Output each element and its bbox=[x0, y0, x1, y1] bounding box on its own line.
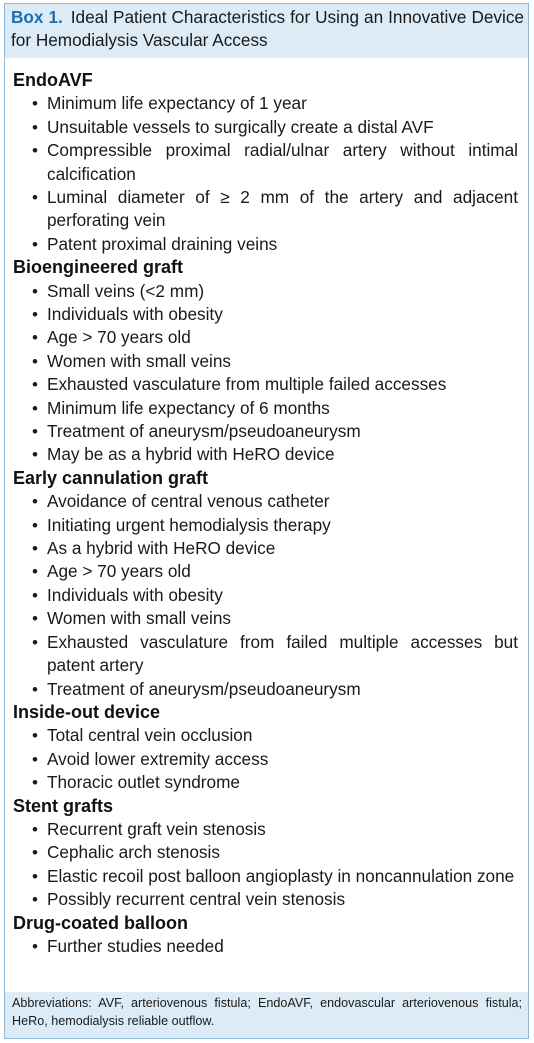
list-item bbox=[13, 678, 520, 701]
list-item-text: Total central vein occlusion bbox=[47, 725, 253, 746]
bullet-icon: • bbox=[32, 819, 38, 839]
list-item bbox=[13, 748, 520, 771]
list-item bbox=[13, 584, 520, 607]
list-item-text: Cephalic arch stenosis bbox=[47, 842, 220, 863]
bullet-icon: • bbox=[32, 445, 38, 465]
bullet-icon: • bbox=[32, 843, 38, 863]
list-item-text: Treatment of aneurysm/pseudoaneurysm bbox=[47, 421, 361, 442]
bullet-icon: • bbox=[32, 890, 38, 910]
list-item bbox=[13, 514, 520, 537]
bullet-icon: • bbox=[32, 936, 38, 956]
list-item-text: Small veins (<2 mm) bbox=[47, 280, 205, 301]
list-item bbox=[13, 397, 520, 420]
bullet-icon: • bbox=[32, 632, 38, 652]
list-item-text: Individuals with obesity bbox=[47, 304, 223, 325]
list-item-text: Recurrent graft vein stenosis bbox=[47, 818, 266, 839]
box-label: Box 1. bbox=[11, 7, 63, 27]
list-item bbox=[13, 607, 520, 630]
section bbox=[13, 69, 520, 256]
list-item-text: Treatment of aneurysm/pseudoaneurysm bbox=[47, 678, 361, 699]
bullet-icon: • bbox=[32, 679, 38, 699]
list-item bbox=[13, 116, 520, 139]
list-item bbox=[13, 490, 520, 513]
list-item-text: May be as a hybrid with HeRO device bbox=[47, 444, 335, 465]
bullet-icon: • bbox=[32, 515, 38, 535]
section-heading: Stent grafts bbox=[13, 795, 114, 816]
section-item-list bbox=[13, 490, 520, 701]
list-item bbox=[13, 92, 520, 115]
bullet-icon: • bbox=[32, 773, 38, 793]
list-item-text: Age > 70 years old bbox=[47, 561, 191, 582]
bullet-icon: • bbox=[32, 422, 38, 442]
list-item-text: Exhausted vasculature from multiple failed accesses bbox=[47, 374, 447, 395]
section bbox=[13, 701, 520, 795]
list-item bbox=[13, 233, 520, 256]
section-heading: Inside-out device bbox=[13, 701, 161, 722]
bullet-icon: • bbox=[32, 562, 38, 582]
section bbox=[13, 467, 520, 701]
list-item-text: Avoidance of central venous catheter bbox=[47, 491, 330, 512]
bullet-icon: • bbox=[32, 375, 38, 395]
list-item bbox=[13, 724, 520, 747]
list-item bbox=[13, 841, 520, 864]
box-body bbox=[5, 58, 528, 958]
list-item-text: Individuals with obesity bbox=[47, 584, 223, 605]
list-item bbox=[13, 186, 520, 233]
list-item-text: Exhausted vasculature from failed multiple accesses but patent artery bbox=[47, 631, 518, 676]
list-item-text: Patent proximal draining veins bbox=[47, 233, 278, 254]
list-item-text: Avoid lower extremity access bbox=[47, 748, 269, 769]
list-item bbox=[13, 537, 520, 560]
list-item-text: As a hybrid with HeRO device bbox=[47, 538, 276, 559]
list-item bbox=[13, 865, 520, 888]
list-item bbox=[13, 443, 520, 466]
list-item-text: Compressible proximal radial/ulnar artery without intimal calcification bbox=[47, 140, 518, 184]
bullet-icon: • bbox=[32, 188, 38, 208]
section-item-list bbox=[13, 935, 520, 958]
section-item-list bbox=[13, 280, 520, 467]
bullet-icon: • bbox=[32, 866, 38, 886]
bullet-icon: • bbox=[32, 492, 38, 512]
list-item bbox=[13, 373, 520, 396]
bullet-icon: • bbox=[32, 281, 38, 301]
section bbox=[13, 912, 520, 959]
section-heading: Bioengineered graft bbox=[13, 257, 184, 278]
section-heading: EndoAVF bbox=[13, 70, 93, 90]
list-item-text: Possibly recurrent central vein stenosis bbox=[47, 889, 346, 910]
list-item bbox=[13, 818, 520, 841]
list-item-text: Minimum life expectancy of 6 months bbox=[47, 397, 330, 418]
bullet-icon: • bbox=[32, 117, 38, 137]
box-header bbox=[5, 4, 528, 58]
bullet-icon: • bbox=[32, 328, 38, 348]
list-item-text: Elastic recoil post balloon angioplasty in noncannulation zone bbox=[47, 865, 515, 886]
bullet-icon: • bbox=[32, 351, 38, 371]
box-title: Ideal Patient Characteristics for Using an Innovative Device for Hemodialysis Vascular Access bbox=[11, 7, 524, 50]
list-item bbox=[13, 280, 520, 303]
list-item bbox=[13, 350, 520, 373]
bullet-icon: • bbox=[32, 141, 38, 161]
bullet-icon: • bbox=[32, 398, 38, 418]
bullet-icon: • bbox=[32, 585, 38, 605]
section bbox=[13, 256, 520, 467]
list-item bbox=[13, 303, 520, 326]
list-item-text: Thoracic outlet syndrome bbox=[47, 772, 240, 793]
list-item-text: Women with small veins bbox=[47, 350, 232, 371]
section-item-list bbox=[13, 724, 520, 794]
list-item-text: Further studies needed bbox=[47, 935, 224, 956]
section-heading: Early cannulation graft bbox=[13, 467, 209, 488]
list-item-text: Women with small veins bbox=[47, 608, 232, 629]
list-item bbox=[13, 139, 520, 186]
list-item bbox=[13, 420, 520, 443]
bullet-icon: • bbox=[32, 234, 38, 254]
section-heading: Drug-coated balloon bbox=[13, 912, 188, 933]
bullet-icon: • bbox=[32, 749, 38, 769]
list-item bbox=[13, 771, 520, 794]
list-item bbox=[13, 888, 520, 911]
bullet-icon: • bbox=[32, 305, 38, 325]
list-item-text: Unsuitable vessels to surgically create a distal AVF bbox=[47, 116, 434, 137]
list-item bbox=[13, 560, 520, 583]
list-item-text: Minimum life expectancy of 1 year bbox=[47, 93, 307, 114]
list-item-text: Age > 70 years old bbox=[47, 327, 191, 348]
list-item-text: Initiating urgent hemodialysis therapy bbox=[47, 514, 331, 535]
bullet-icon: • bbox=[32, 539, 38, 559]
list-item bbox=[13, 631, 520, 678]
section bbox=[13, 795, 520, 912]
section-item-list bbox=[13, 818, 520, 912]
list-item bbox=[13, 935, 520, 958]
bullet-icon: • bbox=[32, 94, 38, 114]
bullet-icon: • bbox=[32, 726, 38, 746]
bullet-icon: • bbox=[32, 609, 38, 629]
abbreviations-footnote: Abbreviations: AVF, arteriovenous fistula; EndoAVF, endovascular arteriovenous fistula; HeRo, hemodialysis reliable outflow. bbox=[5, 992, 528, 1038]
list-item bbox=[13, 326, 520, 349]
section-item-list bbox=[13, 92, 520, 256]
box-panel bbox=[4, 3, 529, 1039]
list-item-text: Luminal diameter of ≥ 2 mm of the artery and adjacent perforating vein bbox=[47, 187, 518, 231]
